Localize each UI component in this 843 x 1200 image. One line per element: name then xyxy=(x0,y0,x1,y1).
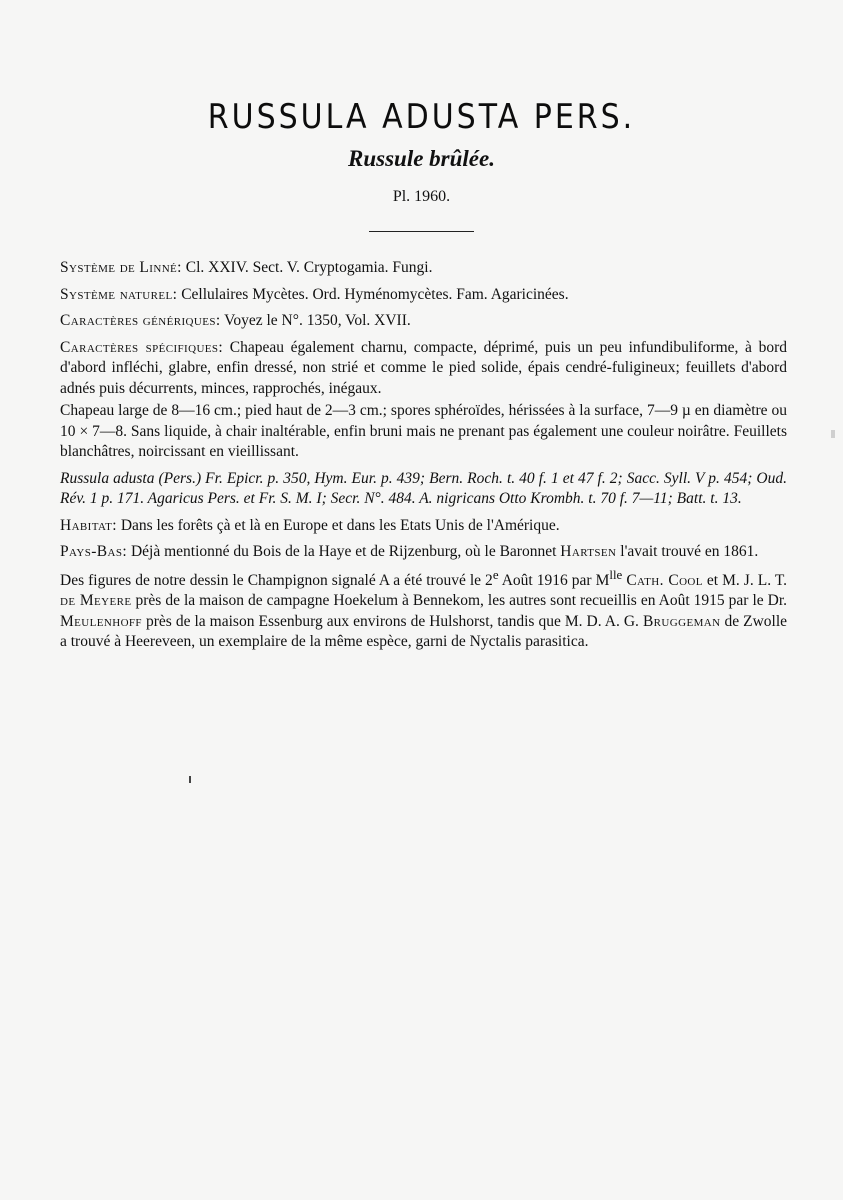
page-subtitle: Russule brûlée. xyxy=(348,146,495,171)
scan-speck xyxy=(189,776,191,783)
body-text xyxy=(60,258,787,659)
systeme-naturel-paragraph xyxy=(60,285,787,306)
dessin-text-6: de Zwolle a trouvé à Heereveen, un exemplaire de la même espèce, garni de Nyctalis parasitica. xyxy=(60,612,788,651)
caracteres-generiques-paragraph xyxy=(60,311,787,332)
pays-bas-text-1: Déjà mentionné du Bois de la Haye et de Rijzenburg, où le Baronnet xyxy=(130,543,557,560)
pays-bas-label: Pays-Bas: xyxy=(60,543,128,560)
dessin-text-1: Des figures de notre dessin le Champignon signalé A a été trouvé le 2 xyxy=(60,571,493,589)
pays-bas-text-2: l'avait trouvé en 1861. xyxy=(620,543,759,560)
systeme-linne-paragraph xyxy=(60,258,787,279)
dessin-superscript-1: e xyxy=(492,566,499,582)
dessin-text-4: près de la maison de campagne Hoekelum à Bennekom, les autres sont recueillis en Août 1915 par le Dr. xyxy=(135,592,788,610)
systeme-naturel-label: Système naturel: xyxy=(60,285,178,303)
scan-speck xyxy=(831,430,835,438)
caracteres-generiques-label: Caractères génériques: xyxy=(60,312,221,329)
systeme-linne-label: Système de Linné: xyxy=(60,259,182,276)
dessin-text-2: Août 1916 par M xyxy=(501,571,610,589)
dessin-name-meulenhoff: Meulenhoff xyxy=(60,612,142,630)
plate-number: Pl. 1960. xyxy=(392,188,451,205)
dessin-paragraph xyxy=(60,565,787,653)
references-paragraph: Russula adusta (Pers.) Fr. Epicr. p. 350, Hym. Eur. p. 439; Bern. Roch. t. 40 f. 1 et 47 f. 2; Sacc. Syll. V p. 454; Oud. Rév. 1 p. 171. Agaricus Pers. et Fr. S. M. I; Secr. N°. 484. A. nigricans Otto Krombh. t. 70 f. 7—11; Batt. t. 13. xyxy=(60,469,787,507)
caracteres-specifiques-text: Chapeau également charnu, compacte, déprimé, puis un peu infundibuliforme, à bord d'abord infléchi, glabre, enfin dressé, non strié et comme le pied solide, épais cendré-fuligineux; feuillets d'abord adnés puis décurrents, minces, rapprochés, inégaux. xyxy=(60,338,787,397)
caracteres-generiques-text: Voyez le N°. 1350, Vol. XVII. xyxy=(224,312,411,329)
systeme-linne-text: Cl. XXIV. Sect. V. Cryptogamia. Fungi. xyxy=(185,259,433,276)
pays-bas-paragraph xyxy=(60,542,787,563)
page-title: RUSSULA ADUSTA PERS. xyxy=(207,97,636,138)
dessin-name-cool: Cath. Cool xyxy=(626,571,703,589)
habitat-paragraph xyxy=(60,516,787,537)
dessin-text-5: près de la maison Essenburg aux environs de Hulshorst, tandis que M. D. A. G. xyxy=(145,612,639,630)
dessin-superscript-2: lle xyxy=(609,566,623,582)
chapeau-paragraph: Chapeau large de 8—16 cm.; pied haut de 2—3 cm.; spores sphéroïdes, hérissées à la surface, 7—9 µ en diamètre ou 10 × 7—8. Sans liquide, à chair inaltérable, enfin bruni mais ne prenant pas également une couleur noirâtre. Feuillets blanchâtres, noircissant en vieillissant. xyxy=(60,402,787,460)
habitat-text: Dans les forêts çà et là en Europe et dans les Etats Unis de l'Amérique. xyxy=(120,516,560,534)
systeme-naturel-text: Cellulaires Mycètes. Ord. Hyménomycètes. Fam. Agaricinées. xyxy=(181,285,569,303)
caracteres-specifiques-paragraph xyxy=(60,338,787,400)
caracteres-specifiques-label: Caractères spécifiques: xyxy=(60,338,224,356)
dessin-name-bruggeman: Bruggeman xyxy=(642,612,721,630)
dessin-name-meyere: de Meyere xyxy=(60,592,132,610)
title-divider xyxy=(369,231,474,232)
habitat-label: Habitat: xyxy=(60,516,117,534)
dessin-text-3: et M. J. L. T. xyxy=(706,571,788,589)
pays-bas-person-name: Hartsen xyxy=(560,543,617,560)
